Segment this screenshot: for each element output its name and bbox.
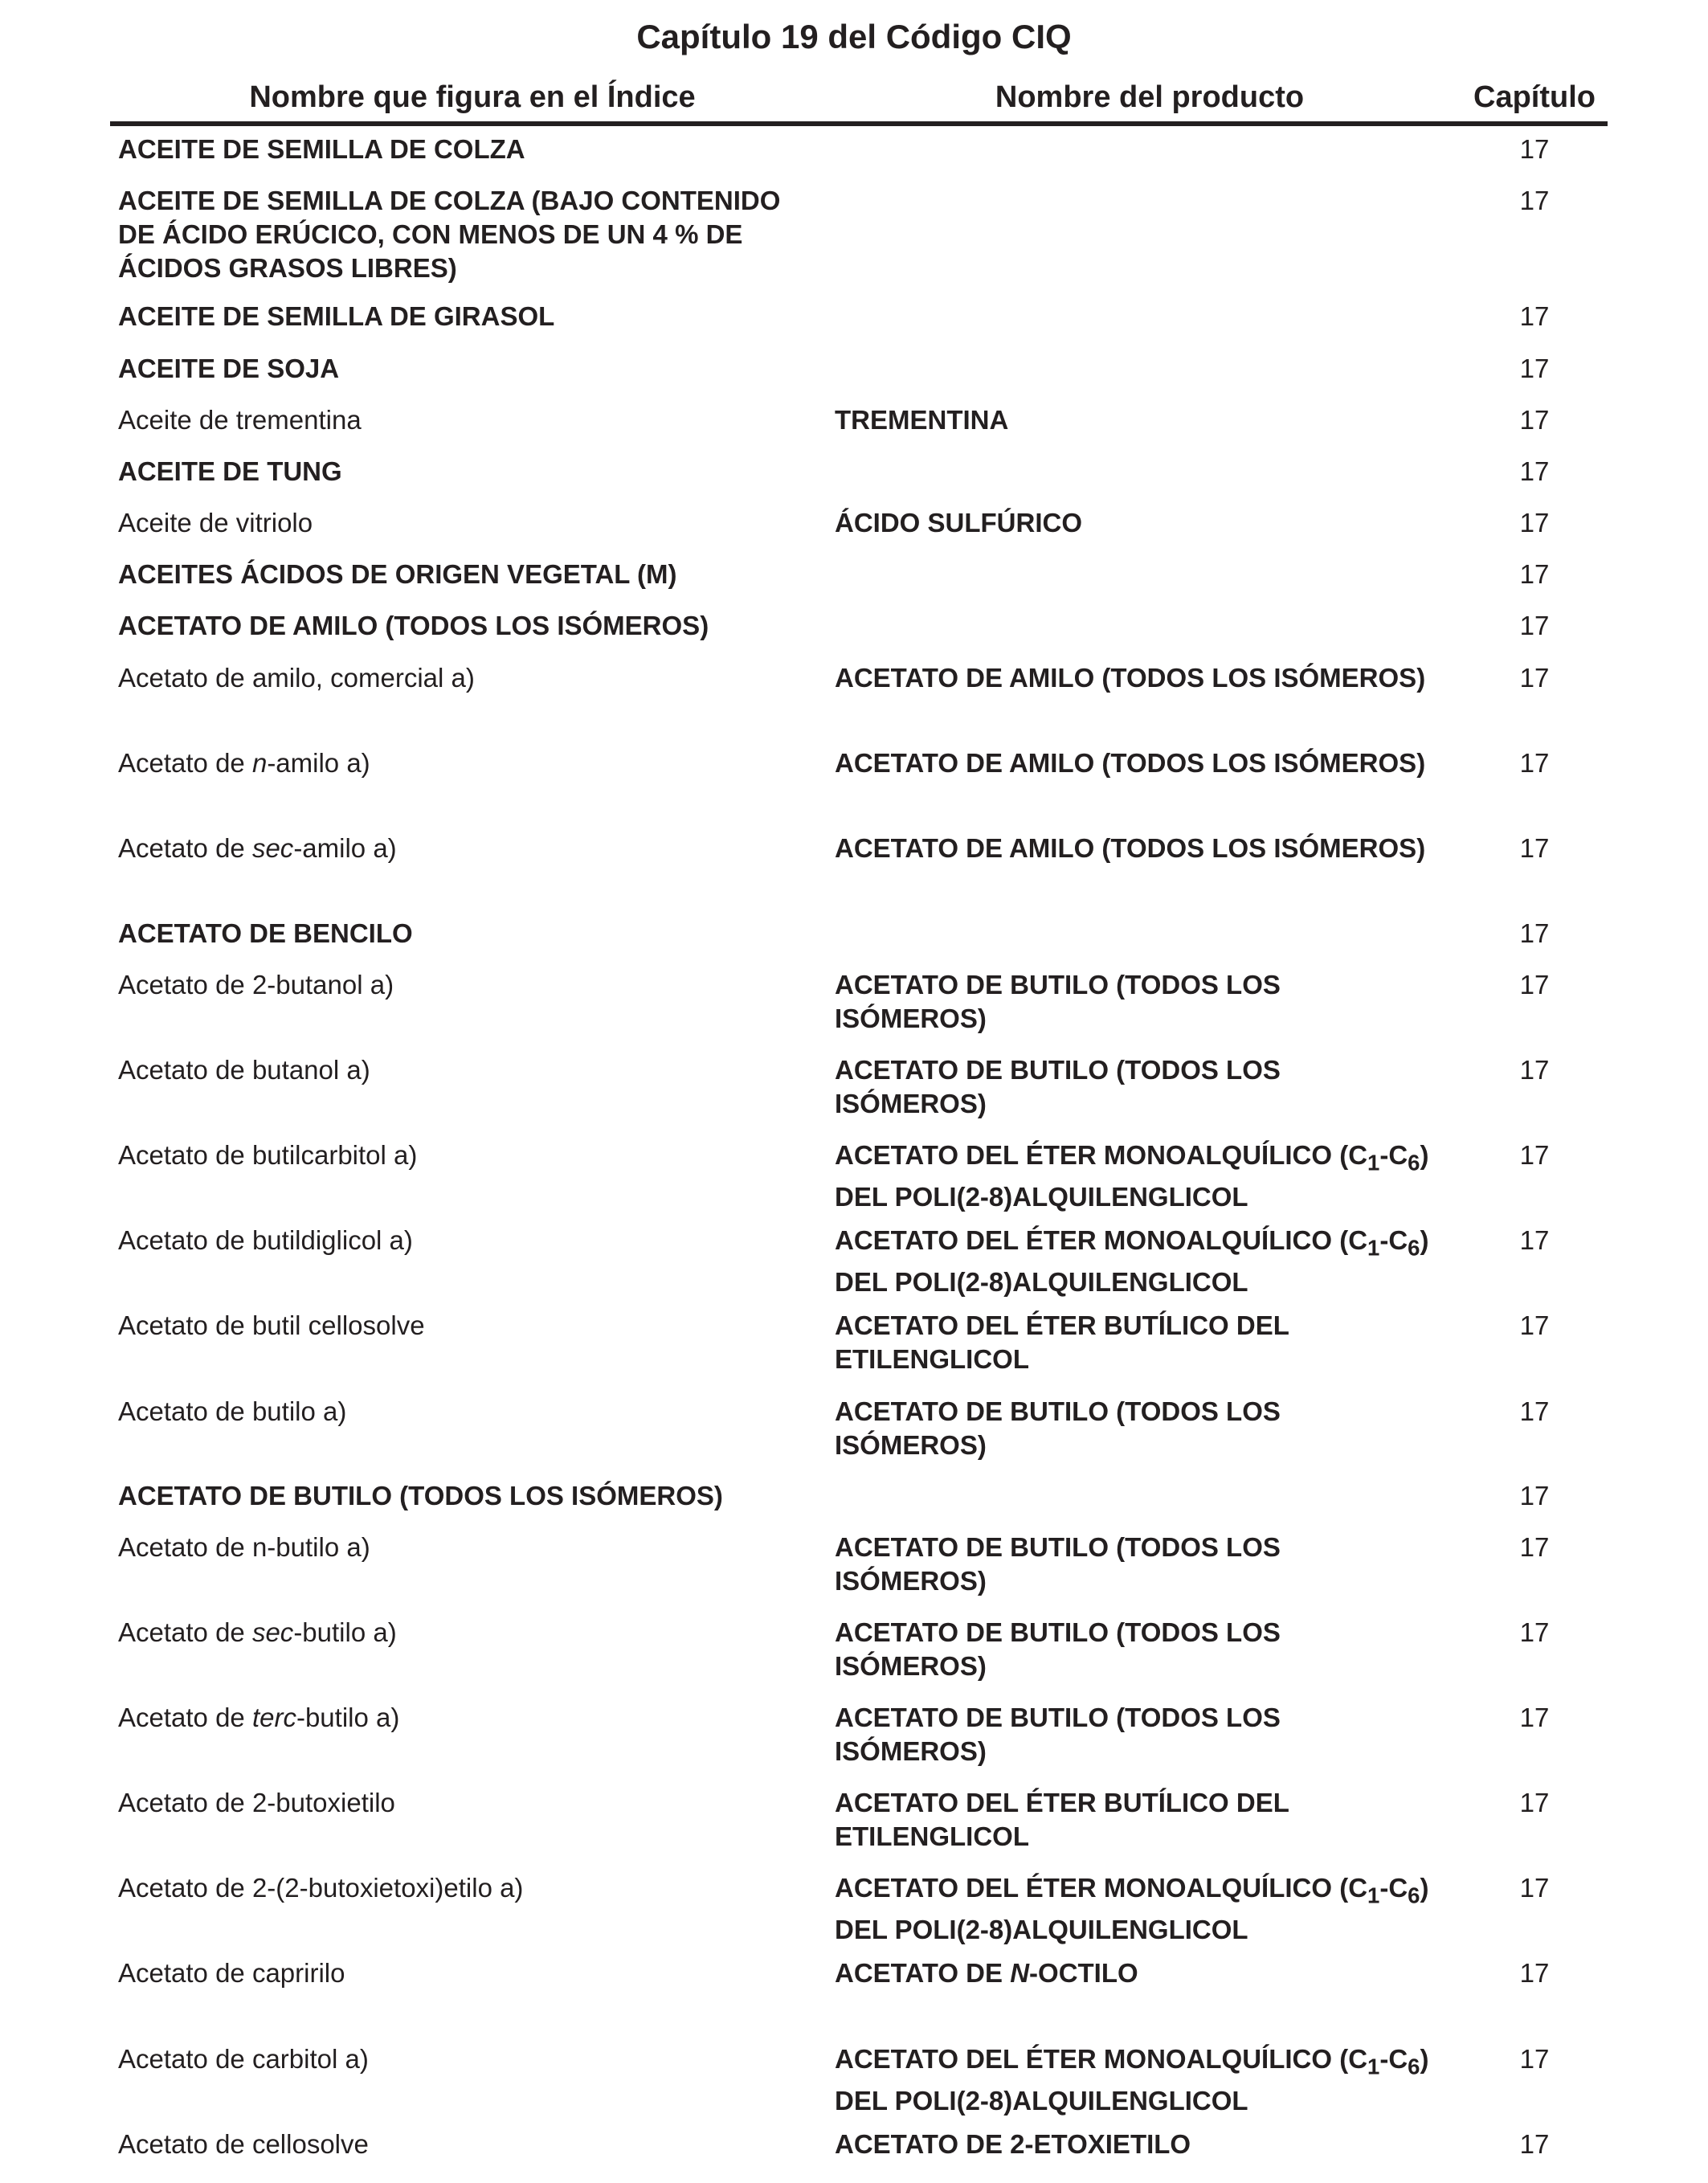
- index-name-cell: Acetato de sec-amilo a): [118, 833, 397, 863]
- column-header-product-name: Nombre del producto: [995, 80, 1305, 114]
- chapter-cell: 17: [1519, 405, 1550, 435]
- index-name-cell: Acetato de amilo, comercial a): [118, 663, 475, 693]
- chapter-cell: 17: [1519, 970, 1550, 1000]
- product-name-cell: ACETATO DE BUTILO (TODOS LOS ISÓMEROS): [835, 1617, 1281, 1681]
- chapter-cell: 17: [1519, 1788, 1550, 1817]
- chapter-cell: 17: [1519, 1310, 1550, 1340]
- index-name-cell: Acetato de butil cellosolve: [118, 1310, 425, 1340]
- index-name-cell: Acetato de cellosolve: [118, 2129, 369, 2159]
- chapter-cell: 17: [1519, 1396, 1550, 1426]
- chapter-cell: 17: [1519, 611, 1550, 640]
- product-name-cell: ACETATO DE AMILO (TODOS LOS ISÓMEROS): [835, 748, 1426, 778]
- product-name-cell: TREMENTINA: [835, 405, 1009, 435]
- chapter-cell: 17: [1519, 748, 1550, 778]
- product-name-cell: ACETATO DE BUTILO (TODOS LOS ISÓMEROS): [835, 970, 1281, 1033]
- chapter-cell: 17: [1519, 833, 1550, 863]
- chapter-cell: 17: [1519, 1532, 1550, 1562]
- product-name-cell: ACETATO DE BUTILO (TODOS LOS ISÓMEROS): [835, 1055, 1281, 1118]
- index-name-cell: Acetato de butilo a): [118, 1396, 347, 1426]
- index-name-cell: Acetato de butanol a): [118, 1055, 370, 1085]
- index-name-cell: Acetato de capririlo: [118, 1958, 345, 1988]
- column-header-index-name: Nombre que figura en el Índice: [249, 80, 696, 114]
- chapter-cell: 17: [1519, 1055, 1550, 1085]
- chapter-cell: 17: [1519, 1703, 1550, 1732]
- product-name-cell: ACETATO DEL ÉTER MONOALQUÍLICO $(C_1-C_6)$ DEL POLI(2-8)ALQUILENGLICOL: [835, 1873, 1429, 1944]
- product-name-cell: ACETATO DE AMILO (TODOS LOS ISÓMEROS): [835, 663, 1426, 693]
- index-name-cell: Acetato de 2-(2-butoxietoxi)etilo a): [118, 1873, 524, 1903]
- product-name-cell: ACETATO DEL ÉTER MONOALQUÍLICO $(C_1-C_6)$ DEL POLI(2-8)ALQUILENGLICOL: [835, 1140, 1429, 1212]
- chapter-cell: 17: [1519, 301, 1550, 331]
- product-name-cell: ACETATO DE N-OCTILO: [835, 1958, 1138, 1988]
- product-name-cell: ACETATO DE BUTILO (TODOS LOS ISÓMEROS): [835, 1396, 1281, 1460]
- product-name-cell: ACETATO DE 2-ETOXIETILO: [835, 2129, 1191, 2159]
- page-title: Capítulo 19 del Código CIQ: [636, 18, 1072, 55]
- index-name-cell: Acetato de terc-butilo a): [118, 1703, 400, 1732]
- chapter-cell: 17: [1519, 1140, 1550, 1170]
- index-name-cell: Acetato de butilcarbitol a): [118, 1140, 418, 1170]
- index-name-cell: ACETATO DE BENCILO: [118, 918, 413, 948]
- chapter-cell: 17: [1519, 456, 1550, 486]
- index-name-cell: Acetato de carbitol a): [118, 2044, 369, 2074]
- product-name-cell: ACETATO DEL ÉTER BUTÍLICO DEL ETILENGLICOL: [835, 1788, 1289, 1851]
- index-name-cell: ACEITE DE SEMILLA DE COLZA: [118, 134, 525, 164]
- product-name-cell: ACETATO DEL ÉTER MONOALQUÍLICO $(C_1-C_6)$ DEL POLI(2-8)ALQUILENGLICOL: [835, 2044, 1429, 2116]
- chapter-cell: 17: [1519, 508, 1550, 538]
- chapter-cell: 17: [1519, 663, 1550, 693]
- chapter-cell: 17: [1519, 1481, 1550, 1511]
- chapter-cell: 17: [1519, 2044, 1550, 2074]
- index-name-cell: Acetato de sec-butilo a): [118, 1617, 397, 1647]
- index-name-cell: ACETATO DE AMILO (TODOS LOS ISÓMEROS): [118, 611, 709, 640]
- index-name-cell: Acetato de n-butilo a): [118, 1532, 370, 1562]
- index-name-cell: Acetato de 2-butoxietilo: [118, 1788, 395, 1817]
- column-header-chapter: Capítulo: [1473, 80, 1596, 114]
- index-name-cell: Acetato de 2-butanol a): [118, 970, 394, 1000]
- index-name-cell: Acetato de butildiglicol a): [118, 1225, 413, 1255]
- chapter-cell: 17: [1519, 1873, 1550, 1903]
- chapter-cell: 17: [1519, 1225, 1550, 1255]
- product-name-cell: ACETATO DE BUTILO (TODOS LOS ISÓMEROS): [835, 1532, 1281, 1596]
- index-name-cell: ACEITES ÁCIDOS DE ORIGEN VEGETAL (M): [118, 559, 677, 589]
- product-name-cell: ACETATO DEL ÉTER BUTÍLICO DEL ETILENGLICOL: [835, 1310, 1289, 1374]
- chapter-cell: 17: [1519, 559, 1550, 589]
- index-name-cell: ACEITE DE SOJA: [118, 354, 340, 383]
- chapter-cell: 17: [1519, 186, 1550, 215]
- chapter-cell: 17: [1519, 2129, 1550, 2159]
- chapter-cell: 17: [1519, 918, 1550, 948]
- chapter-cell: 17: [1519, 1958, 1550, 1988]
- product-name-cell: ACETATO DE AMILO (TODOS LOS ISÓMEROS): [835, 833, 1426, 863]
- index-name-cell: ACETATO DE BUTILO (TODOS LOS ISÓMEROS): [118, 1481, 723, 1511]
- index-name-cell: ACEITE DE SEMILLA DE GIRASOL: [118, 301, 555, 331]
- product-name-cell: ACETATO DEL ÉTER MONOALQUÍLICO $(C_1-C_6)$ DEL POLI(2-8)ALQUILENGLICOL: [835, 1225, 1429, 1297]
- index-name-cell: ACEITE DE SEMILLA DE COLZA (BAJO CONTENIDO DE ÁCIDO ERÚCICO, CON MENOS DE UN 4 % DE ÁCIDOS GRASOS LIBRES): [118, 186, 781, 283]
- chapter-cell: 17: [1519, 134, 1550, 164]
- product-name-cell: ACETATO DE BUTILO (TODOS LOS ISÓMEROS): [835, 1703, 1281, 1766]
- product-name-cell: ÁCIDO SULFÚRICO: [835, 508, 1082, 538]
- chapter-cell: 17: [1519, 1617, 1550, 1647]
- index-name-cell: Aceite de vitriolo: [118, 508, 313, 538]
- index-name-cell: ACEITE DE TUNG: [118, 456, 342, 486]
- chapter-cell: 17: [1519, 354, 1550, 383]
- index-name-cell: Aceite de trementina: [118, 405, 362, 435]
- index-name-cell: Acetato de n-amilo a): [118, 748, 370, 778]
